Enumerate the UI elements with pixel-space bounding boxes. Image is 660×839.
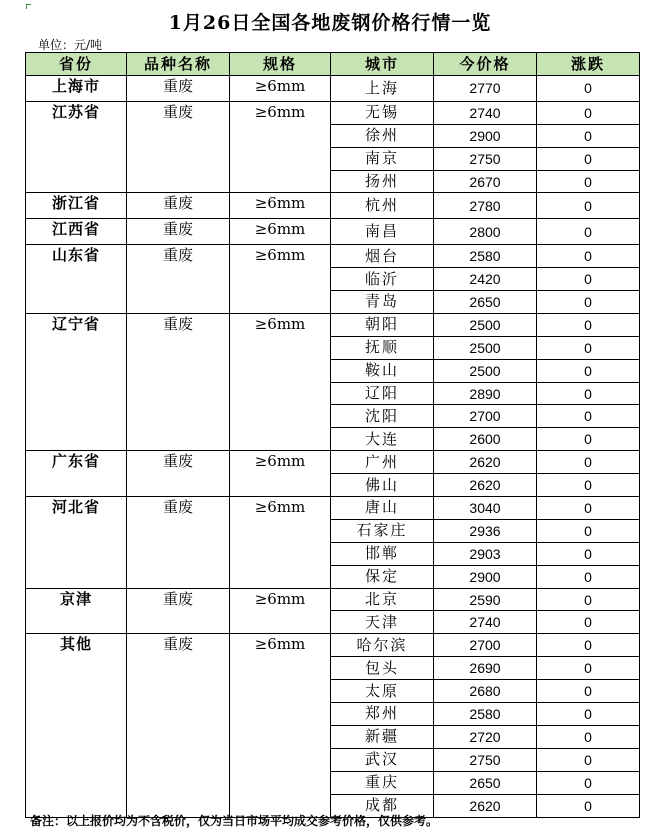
price-cell: 2670 bbox=[434, 170, 537, 193]
change-cell: 0 bbox=[537, 474, 640, 497]
city-cell: 徐州 bbox=[331, 124, 434, 147]
change-cell: 0 bbox=[537, 794, 640, 817]
change-cell: 0 bbox=[537, 336, 640, 359]
city-cell: 邯郸 bbox=[331, 542, 434, 565]
change-cell: 0 bbox=[537, 542, 640, 565]
city-cell: 杭州 bbox=[331, 193, 434, 219]
province-cell: 辽宁省 bbox=[26, 313, 127, 450]
variety-cell: 重废 bbox=[127, 245, 230, 314]
change-cell: 0 bbox=[537, 219, 640, 245]
header-change: 涨跌 bbox=[537, 53, 640, 76]
change-cell: 0 bbox=[537, 193, 640, 219]
header-price: 今价格 bbox=[434, 53, 537, 76]
city-cell: 太原 bbox=[331, 680, 434, 703]
change-cell: 0 bbox=[537, 170, 640, 193]
table-body bbox=[26, 76, 640, 818]
change-cell: 0 bbox=[537, 588, 640, 611]
city-cell: 鞍山 bbox=[331, 359, 434, 382]
change-cell: 0 bbox=[537, 611, 640, 634]
province-cell: 河北省 bbox=[26, 497, 127, 589]
city-cell: 唐山 bbox=[331, 497, 434, 520]
table-row bbox=[26, 245, 640, 268]
price-cell: 2620 bbox=[434, 794, 537, 817]
price-cell: 2770 bbox=[434, 76, 537, 102]
spec-cell: ≥6mm bbox=[230, 245, 331, 314]
price-cell: 2680 bbox=[434, 680, 537, 703]
change-cell: 0 bbox=[537, 565, 640, 588]
city-cell: 广州 bbox=[331, 451, 434, 474]
change-cell: 0 bbox=[537, 382, 640, 405]
change-cell: 0 bbox=[537, 703, 640, 726]
city-cell: 上海 bbox=[331, 76, 434, 102]
variety-cell: 重废 bbox=[127, 76, 230, 102]
price-cell: 2600 bbox=[434, 428, 537, 451]
table-row bbox=[26, 76, 640, 102]
price-cell: 2750 bbox=[434, 748, 537, 771]
spec-cell: ≥6mm bbox=[230, 219, 331, 245]
spec-cell: ≥6mm bbox=[230, 451, 331, 497]
header-row bbox=[26, 53, 640, 76]
price-cell: 2800 bbox=[434, 219, 537, 245]
price-cell: 2720 bbox=[434, 725, 537, 748]
change-cell: 0 bbox=[537, 405, 640, 428]
city-cell: 北京 bbox=[331, 588, 434, 611]
header-variety: 品种名称 bbox=[127, 53, 230, 76]
header-spec: 规格 bbox=[230, 53, 331, 76]
price-cell: 2900 bbox=[434, 124, 537, 147]
table-row bbox=[26, 497, 640, 520]
change-cell: 0 bbox=[537, 147, 640, 170]
price-cell: 2903 bbox=[434, 542, 537, 565]
price-cell: 3040 bbox=[434, 497, 537, 520]
change-cell: 0 bbox=[537, 124, 640, 147]
price-cell: 2500 bbox=[434, 359, 537, 382]
spec-cell: ≥6mm bbox=[230, 101, 331, 193]
city-cell: 南昌 bbox=[331, 219, 434, 245]
variety-cell: 重废 bbox=[127, 313, 230, 450]
city-cell: 新疆 bbox=[331, 725, 434, 748]
change-cell: 0 bbox=[537, 657, 640, 680]
city-cell: 郑州 bbox=[331, 703, 434, 726]
price-cell: 2590 bbox=[434, 588, 537, 611]
unit-label: 单位：元/吨 bbox=[38, 38, 103, 52]
city-cell: 哈尔滨 bbox=[331, 634, 434, 657]
price-cell: 2650 bbox=[434, 771, 537, 794]
city-cell: 重庆 bbox=[331, 771, 434, 794]
city-cell: 天津 bbox=[331, 611, 434, 634]
price-cell: 2580 bbox=[434, 703, 537, 726]
price-cell: 2740 bbox=[434, 611, 537, 634]
variety-cell: 重废 bbox=[127, 451, 230, 497]
province-cell: 浙江省 bbox=[26, 193, 127, 219]
spec-cell: ≥6mm bbox=[230, 497, 331, 589]
change-cell: 0 bbox=[537, 725, 640, 748]
spec-cell: ≥6mm bbox=[230, 634, 331, 817]
table-row bbox=[26, 634, 640, 657]
spec-cell: ≥6mm bbox=[230, 76, 331, 102]
price-cell: 2900 bbox=[434, 565, 537, 588]
province-cell: 其他 bbox=[26, 634, 127, 817]
province-cell: 广东省 bbox=[26, 451, 127, 497]
city-cell: 大连 bbox=[331, 428, 434, 451]
change-cell: 0 bbox=[537, 428, 640, 451]
price-table bbox=[25, 52, 640, 818]
variety-cell: 重废 bbox=[127, 634, 230, 817]
price-cell: 2650 bbox=[434, 291, 537, 314]
city-cell: 烟台 bbox=[331, 245, 434, 268]
change-cell: 0 bbox=[537, 268, 640, 291]
city-cell: 朝阳 bbox=[331, 313, 434, 336]
city-cell: 保定 bbox=[331, 565, 434, 588]
change-cell: 0 bbox=[537, 519, 640, 542]
change-cell: 0 bbox=[537, 313, 640, 336]
change-cell: 0 bbox=[537, 245, 640, 268]
city-cell: 抚顺 bbox=[331, 336, 434, 359]
table-row bbox=[26, 193, 640, 219]
header-city: 城市 bbox=[331, 53, 434, 76]
change-cell: 0 bbox=[537, 680, 640, 703]
change-cell: 0 bbox=[537, 771, 640, 794]
table-row bbox=[26, 451, 640, 474]
change-cell: 0 bbox=[537, 748, 640, 771]
page-title: 1月26日全国各地废钢价格行情一览 bbox=[168, 12, 492, 34]
city-cell: 佛山 bbox=[331, 474, 434, 497]
province-cell: 江苏省 bbox=[26, 101, 127, 193]
price-cell: 2750 bbox=[434, 147, 537, 170]
change-cell: 0 bbox=[537, 359, 640, 382]
city-cell: 成都 bbox=[331, 794, 434, 817]
price-cell: 2620 bbox=[434, 474, 537, 497]
province-cell: 江西省 bbox=[26, 219, 127, 245]
spec-cell: ≥6mm bbox=[230, 588, 331, 634]
city-cell: 无锡 bbox=[331, 101, 434, 124]
price-cell: 2620 bbox=[434, 451, 537, 474]
price-cell: 2420 bbox=[434, 268, 537, 291]
spec-cell: ≥6mm bbox=[230, 313, 331, 450]
footnote: 备注：以上报价均为不含税价，仅为当日市场平均成交参考价格，仅供参考。 bbox=[30, 814, 439, 828]
price-cell: 2740 bbox=[434, 101, 537, 124]
change-cell: 0 bbox=[537, 76, 640, 102]
change-cell: 0 bbox=[537, 451, 640, 474]
price-cell: 2700 bbox=[434, 405, 537, 428]
change-cell: 0 bbox=[537, 634, 640, 657]
change-cell: 0 bbox=[537, 497, 640, 520]
city-cell: 临沂 bbox=[331, 268, 434, 291]
province-cell: 上海市 bbox=[26, 76, 127, 102]
city-cell: 青岛 bbox=[331, 291, 434, 314]
table-row bbox=[26, 313, 640, 336]
price-cell: 2700 bbox=[434, 634, 537, 657]
city-cell: 辽阳 bbox=[331, 382, 434, 405]
table-row bbox=[26, 588, 640, 611]
price-cell: 2500 bbox=[434, 336, 537, 359]
city-cell: 石家庄 bbox=[331, 519, 434, 542]
variety-cell: 重废 bbox=[127, 193, 230, 219]
variety-cell: 重废 bbox=[127, 588, 230, 634]
city-cell: 武汉 bbox=[331, 748, 434, 771]
price-cell: 2890 bbox=[434, 382, 537, 405]
city-cell: 包头 bbox=[331, 657, 434, 680]
city-cell: 南京 bbox=[331, 147, 434, 170]
price-cell: 2580 bbox=[434, 245, 537, 268]
price-cell: 2780 bbox=[434, 193, 537, 219]
city-cell: 扬州 bbox=[331, 170, 434, 193]
city-cell: 沈阳 bbox=[331, 405, 434, 428]
table-row bbox=[26, 219, 640, 245]
variety-cell: 重废 bbox=[127, 101, 230, 193]
header-province: 省份 bbox=[26, 53, 127, 76]
province-cell: 山东省 bbox=[26, 245, 127, 314]
variety-cell: 重废 bbox=[127, 219, 230, 245]
province-cell: 京津 bbox=[26, 588, 127, 634]
change-cell: 0 bbox=[537, 101, 640, 124]
price-cell: 2936 bbox=[434, 519, 537, 542]
table-row bbox=[26, 101, 640, 124]
price-cell: 2500 bbox=[434, 313, 537, 336]
variety-cell: 重废 bbox=[127, 497, 230, 589]
price-cell: 2690 bbox=[434, 657, 537, 680]
change-cell: 0 bbox=[537, 291, 640, 314]
spec-cell: ≥6mm bbox=[230, 193, 331, 219]
